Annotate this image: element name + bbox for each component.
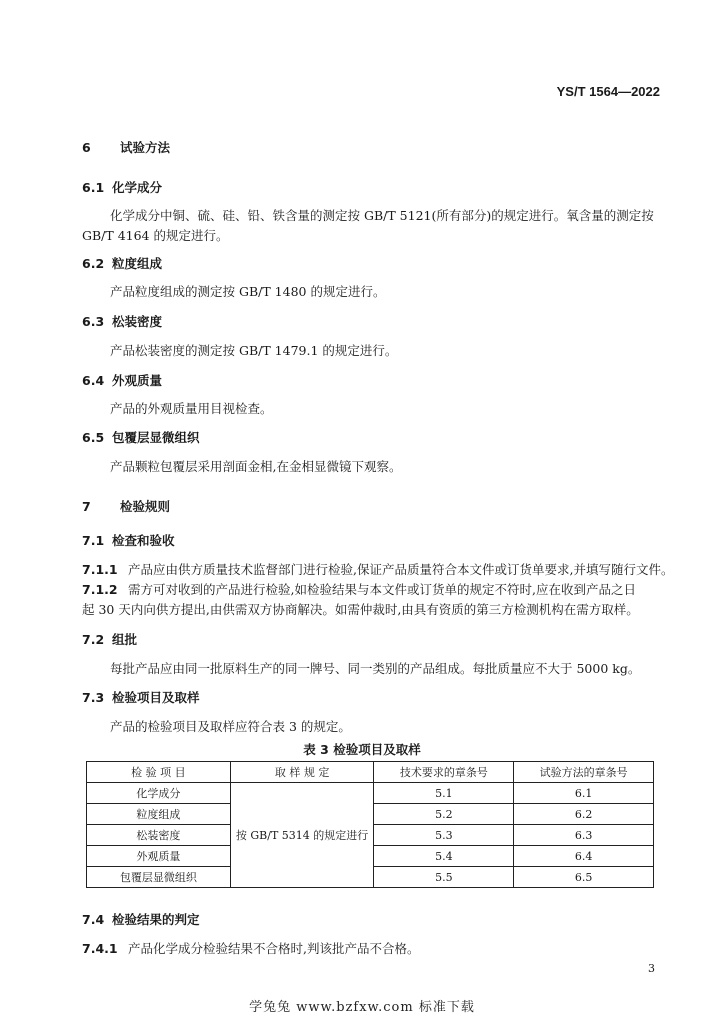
- req-cell: 5.3: [374, 825, 514, 846]
- clause-7-1-2: 7.1.2 需方可对收到的产品进行检验,如检验结果与本文件或订货单的规定不符时,应在收到产品之日: [82, 582, 636, 597]
- item-cell: 化学成分: [87, 783, 231, 804]
- method-cell: 6.2: [514, 804, 654, 825]
- header-test-method-clause: 试验方法的章条号: [514, 762, 654, 783]
- section-6-3-text: 产品松装密度的测定按 GB/T 1479.1 的规定进行。: [110, 343, 398, 358]
- section-6-5-text: 产品颗粒包覆层采用剖面金相,在金相显微镜下观察。: [110, 459, 402, 474]
- clause-7-4-1: 7.4.1 产品化学成分检验结果不合格时,判该批产品不合格。: [82, 941, 420, 956]
- item-cell: 包覆层显微组织: [87, 867, 231, 888]
- section-6-1-text-line1: 化学成分中铜、硫、硅、铅、铁含量的测定按 GB/T 5121(所有部分)的规定进行。氧含量的测定按: [110, 208, 654, 223]
- section-6-5-heading: 6.5 包覆层显微组织: [82, 430, 200, 445]
- standard-number: YS/T 1564—2022: [556, 84, 660, 99]
- section-6-4-text: 产品的外观质量用目视检查。: [110, 401, 273, 416]
- clause-7-1-1: 7.1.1 产品应由供方质量技术监督部门进行检验,保证产品质量符合本文件或订货单要求,并填写随行文件。: [82, 562, 674, 577]
- table-header-row: [87, 762, 654, 783]
- item-cell: 松装密度: [87, 825, 231, 846]
- method-cell: 6.5: [514, 867, 654, 888]
- sampling-rule-cell: 按 GB/T 5314 的规定进行: [230, 783, 374, 888]
- req-cell: 5.5: [374, 867, 514, 888]
- section-6-1-text-line2: GB/T 4164 的规定进行。: [82, 228, 229, 243]
- watermark-link[interactable]: 学兔兔 www.bzfxw.com 标准下载: [249, 1000, 475, 1015]
- section-7-3-heading: 7.3 检验项目及取样: [82, 690, 200, 705]
- req-cell: 5.2: [374, 804, 514, 825]
- method-cell: 6.4: [514, 846, 654, 867]
- method-cell: 6.3: [514, 825, 654, 846]
- clause-7-1-2-line2: 起 30 天内向供方提出,由供需双方协商解决。如需仲裁时,由具有资质的第三方检测机构在需方取样。: [82, 602, 639, 617]
- header-requirement-clause: 技术要求的章条号: [374, 762, 514, 783]
- req-cell: 5.4: [374, 846, 514, 867]
- table-3-caption: 表 3 检验项目及取样: [303, 742, 421, 757]
- table-row: [87, 783, 654, 804]
- section-7-heading: 7 检验规则: [82, 499, 171, 514]
- section-6-heading: 6 试验方法: [82, 140, 171, 155]
- header-inspection-item: 检 验 项 目: [87, 762, 231, 783]
- section-7-2-heading: 7.2 组批: [82, 632, 138, 647]
- page-number: 3: [648, 962, 655, 975]
- section-7-4-heading: 7.4 检验结果的判定: [82, 912, 200, 927]
- method-cell: 6.1: [514, 783, 654, 804]
- section-7-2-text: 每批产品应由同一批原料生产的同一牌号、同一类别的产品组成。每批质量应不大于 5000 kg。: [110, 661, 641, 676]
- header-sampling-rule: 取 样 规 定: [230, 762, 374, 783]
- item-cell: 粒度组成: [87, 804, 231, 825]
- inspection-table: [86, 761, 654, 888]
- req-cell: 5.1: [374, 783, 514, 804]
- section-7-3-text: 产品的检验项目及取样应符合表 3 的规定。: [110, 719, 351, 734]
- item-cell: 外观质量: [87, 846, 231, 867]
- section-6-1-heading: 6.1 化学成分: [82, 180, 163, 195]
- section-6-2-heading: 6.2 粒度组成: [82, 256, 163, 271]
- section-7-1-heading: 7.1 检查和验收: [82, 533, 175, 548]
- section-6-3-heading: 6.3 松装密度: [82, 314, 163, 329]
- section-6-4-heading: 6.4 外观质量: [82, 373, 163, 388]
- section-6-2-text: 产品粒度组成的测定按 GB/T 1480 的规定进行。: [110, 284, 386, 299]
